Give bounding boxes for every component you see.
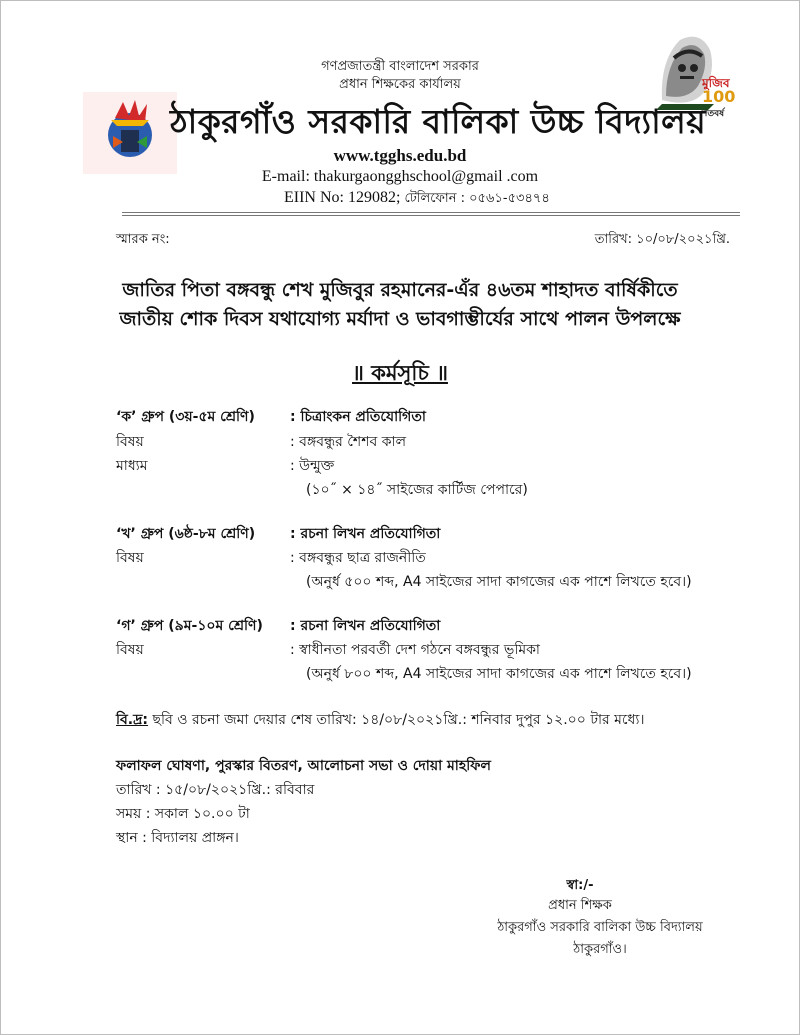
event-date: তারিখ : ১৫/০৮/২০২১খ্রি.: রবিবার xyxy=(116,782,315,798)
headline-line-1: জাতির পিতা বঙ্গবন্ধু শেখ মুজিবুর রহমানের-এঁর ৪৬তম শাহাদত বার্ষিকীতে xyxy=(122,279,678,301)
issue-date: তারিখ: ১০/০৮/২০২১খ্রি. xyxy=(594,232,730,247)
header-divider-top xyxy=(122,212,740,213)
group-a-topic: : বঙ্গবন্ধুর শৈশব কাল xyxy=(290,434,407,450)
group-c-competition: : রচনা লিখন প্রতিযোগিতা xyxy=(290,618,441,634)
group-a-note: (১০˝ × ১৪˝ সাইজের কার্টিজ পেপারে) xyxy=(306,482,528,498)
group-c-label: ‘গ’ গ্রুপ (৯ম-১০ম শ্রেণি) xyxy=(116,618,263,634)
group-b-competition: : রচনা লিখন প্রতিযোগিতা xyxy=(290,526,441,542)
group-b-topic-label: বিষয় xyxy=(116,550,144,566)
mujib-100-wordmark: মুজিব 100 শতবর্ষ xyxy=(702,76,736,119)
notice-text: ছবি ও রচনা জমা দেয়ার শেষ তারিখ: ১৪/০৮/২০২১খ্রি.: শনিবার দুপুর ১২.০০ টার মধ্যে। xyxy=(148,712,645,728)
signature-mark: স্বা:/- xyxy=(566,878,594,893)
program-title: ॥ কর্মসূচি ॥ xyxy=(352,361,448,385)
group-a-competition: : চিত্রাংকন প্রতিযোগিতা xyxy=(290,409,426,425)
group-b-label: ‘খ’ গ্রুপ (৬ষ্ঠ-৮ম শ্রেণি) xyxy=(116,526,256,542)
school-name: ঠাকুরগাঁও সরকারি বালিকা উচ্চ বিদ্যালয় xyxy=(170,102,707,141)
school-emblem xyxy=(83,92,177,174)
group-c-note: (অনুর্ধ ৮০০ শব্দ, A4 সাইজের সাদা কাগজের এক পাশে লিখতে হবে।) xyxy=(306,666,692,682)
website-link[interactable]: www.tgghs.edu.bd xyxy=(333,146,467,165)
signatory-place: ঠাকুরগাঁও। xyxy=(573,942,627,957)
notice-label: বি.দ্র: xyxy=(116,712,149,728)
government-line: গণপ্রজাতন্ত্রী বাংলাদেশ সরকার xyxy=(321,59,479,74)
headline-line-2: জাতীয় শোক দিবস যথাযোগ্য মর্যাদা ও ভাবগাম্ভীর্যের সাথে পালন উপলক্ষে xyxy=(119,308,681,330)
event-time: সময় : সকাল ১০.০০ টা xyxy=(116,806,250,822)
signatory-title: প্রধান শিক্ষক xyxy=(548,898,612,913)
group-a-topic-label: বিষয় xyxy=(116,434,144,450)
group-a-medium-label: মাধ্যম xyxy=(116,458,148,474)
office-line: প্রধান শিক্ষকের কার্যালয় xyxy=(339,77,461,92)
event-title: ফলাফল ঘোষণা, পুরস্কার বিতরণ, আলোচনা সভা ও দোয়া মাহফিল xyxy=(116,758,491,774)
event-place: স্থান : বিদ্যালয় প্রাঙ্গন। xyxy=(116,830,239,846)
eiin-line xyxy=(284,189,550,210)
group-c-topic-label: বিষয় xyxy=(116,642,144,658)
school-emblem-icon xyxy=(83,92,177,174)
memo-number-label: স্মারক নং: xyxy=(116,232,170,247)
submission-notice xyxy=(116,708,644,732)
group-b-note: (অনুর্ধ ৫০০ শব্দ, A4 সাইজের সাদা কাগজের এক পাশে লিখতে হবে।) xyxy=(306,574,692,590)
group-b-topic: : বঙ্গবন্ধুর ছাত্র রাজনীতি xyxy=(290,550,426,566)
group-a-medium: : উন্মুক্ত xyxy=(290,458,335,474)
group-c-topic: : স্বাধীনতা পরবর্তী দেশ গঠনে বঙ্গবন্ধুর ভূমিকা xyxy=(290,642,540,658)
header-divider-bottom xyxy=(122,215,740,216)
eiin-number: EIIN No: 129082; xyxy=(284,189,401,206)
email-line[interactable]: E-mail: thakurgaongghschool@gmail .com xyxy=(261,168,539,185)
phone-number: টেলিফোন : ০৫৬১-৫৩৪৭৪ xyxy=(404,191,550,206)
signatory-school: ঠাকুরগাঁও সরকারি বালিকা উচ্চ বিদ্যালয় xyxy=(497,920,703,935)
group-a-label: ‘ক’ গ্রুপ (৩য়-৫ম শ্রেণি) xyxy=(116,409,255,425)
